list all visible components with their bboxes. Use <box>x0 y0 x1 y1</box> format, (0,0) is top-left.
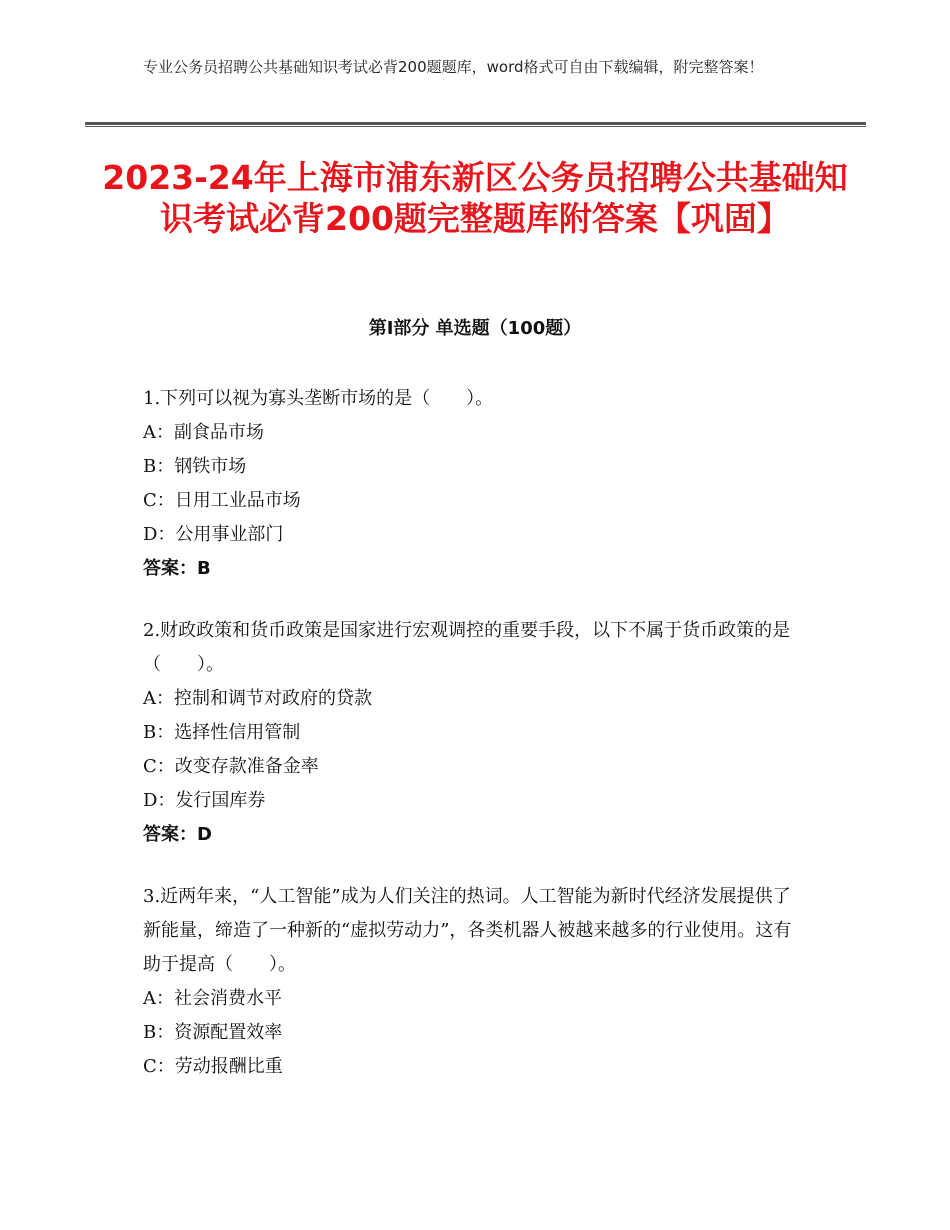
answer-option: B：选择性信用管制 <box>143 722 301 743</box>
question-stem: 1.下列可以视为寡头垄断市场的是（ ）。 <box>143 388 494 409</box>
answer-key: 答案：B <box>143 558 211 579</box>
answer-option: C：日用工业品市场 <box>143 490 301 511</box>
answer-option: C：改变存款准备金率 <box>143 756 319 777</box>
question-list <box>143 382 803 1112</box>
answer-option: C：劳动报酬比重 <box>143 1056 283 1077</box>
answer-option: A：副食品市场 <box>143 422 264 443</box>
header-divider <box>85 122 866 127</box>
question-item <box>143 614 803 852</box>
answer-key: 答案：D <box>143 824 212 845</box>
question-stem: 2.财政政策和货币政策是国家进行宏观调控的重要手段，以下不属于货币政策的是（ ）。 <box>143 620 791 675</box>
header-note: 专业公务员招聘公共基础知识考试必背200题题库，word格式可自由下载编辑，附完整答案！ <box>143 58 764 76</box>
document-title: 2023-24年上海市浦东新区公务员招聘公共基础知识考试必背200题完整题库附答案【巩固】 <box>102 158 848 238</box>
answer-option: B：钢铁市场 <box>143 456 247 477</box>
question-item <box>143 880 803 1084</box>
answer-option: D：公用事业部门 <box>143 524 284 545</box>
answer-option: D：发行国库券 <box>143 790 266 811</box>
question-item <box>143 382 803 586</box>
section-heading: 第Ⅰ部分 单选题（100题） <box>368 318 582 339</box>
answer-option: B：资源配置效率 <box>143 1022 283 1043</box>
answer-option: A：社会消费水平 <box>143 988 282 1009</box>
question-stem: 3.近两年来，“人工智能”成为人们关注的热词。人工智能为新时代经济发展提供了新能量，缔造了一种新的“虚拟劳动力”，各类机器人被越来越多的行业使用。这有助于提高（ ）。 <box>143 886 792 975</box>
answer-option: A：控制和调节对政府的贷款 <box>143 688 372 709</box>
